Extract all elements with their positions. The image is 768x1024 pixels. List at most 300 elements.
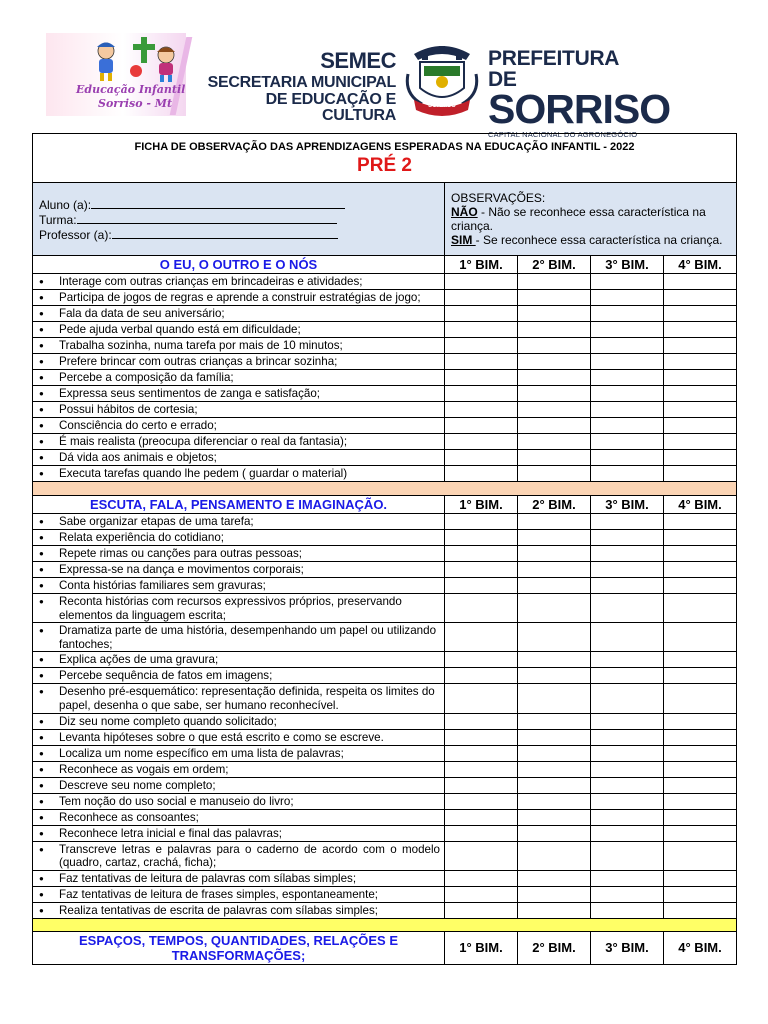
- bim-check-cell-1[interactable]: [445, 825, 518, 841]
- table-row: [33, 354, 737, 370]
- bim-check-cell-2[interactable]: [518, 306, 591, 322]
- bim-check-cell-3[interactable]: [591, 745, 664, 761]
- bim-check-cell-4[interactable]: [664, 761, 737, 777]
- logo-text-line1: Educação Infantil: [76, 83, 186, 96]
- table-row: [33, 338, 737, 354]
- bullet-icon: ●: [39, 597, 44, 606]
- bim-check-cell-4[interactable]: [664, 886, 737, 902]
- learning-item: [33, 594, 445, 623]
- bim-check-cell-1[interactable]: [445, 306, 518, 322]
- bim-check-cell-3[interactable]: [591, 870, 664, 886]
- learning-item-text: Pede ajuda verbal quando está em dificuldade;: [59, 323, 301, 336]
- table-row: [33, 402, 737, 418]
- semec-title: [196, 50, 396, 124]
- learning-item-text: Relata experiência do cotidiano;: [59, 531, 224, 544]
- bim-check-cell-1[interactable]: [445, 793, 518, 809]
- learning-item-text: Explica ações de uma gravura;: [59, 653, 219, 667]
- bim-check-cell-4[interactable]: [664, 450, 737, 466]
- bim-check-cell-1[interactable]: [445, 745, 518, 761]
- bim-header-2: 2° BIM.: [518, 931, 591, 964]
- bim-check-cell-3[interactable]: [591, 809, 664, 825]
- bim-check-cell-3[interactable]: [591, 402, 664, 418]
- bim-check-cell-1[interactable]: [445, 870, 518, 886]
- bim-header-4: 4° BIM.: [664, 931, 737, 964]
- bim-check-cell-1[interactable]: [445, 290, 518, 306]
- bim-check-cell-4[interactable]: [664, 729, 737, 745]
- table-row: [33, 290, 737, 306]
- bim-check-cell-4[interactable]: [664, 306, 737, 322]
- bim-check-cell-1[interactable]: [445, 623, 518, 652]
- bim-check-cell-2[interactable]: [518, 777, 591, 793]
- table-row: [33, 386, 737, 402]
- learning-item: [33, 546, 445, 562]
- bim-check-cell-1[interactable]: [445, 450, 518, 466]
- bim-check-cell-2[interactable]: [518, 450, 591, 466]
- learning-item-text: Dá vida aos animais e objetos;: [59, 451, 217, 464]
- bim-header-3: 3° BIM.: [591, 931, 664, 964]
- bim-check-cell-1[interactable]: [445, 578, 518, 594]
- bim-check-cell-2[interactable]: [518, 466, 591, 482]
- bim-check-cell-2[interactable]: [518, 729, 591, 745]
- obs-nao-text: - Não se reconhece essa característica na criança.: [451, 205, 706, 233]
- bim-check-cell-2[interactable]: [518, 322, 591, 338]
- bullet-icon: ●: [39, 293, 44, 302]
- learning-item: [33, 530, 445, 546]
- bim-check-cell-4[interactable]: [664, 841, 737, 870]
- bim-check-cell-2[interactable]: [518, 434, 591, 450]
- bullet-icon: ●: [39, 437, 44, 446]
- bullet-icon: ●: [39, 873, 44, 883]
- bim-check-cell-1[interactable]: [445, 684, 518, 713]
- learning-item-text: Transcreve letras e palavras para o caderno de acordo com o modelo (quadro, cartaz, crachá, ficha);: [59, 842, 440, 870]
- learning-item-text: Reconta histórias com recursos expressivos próprios, preservando elementos da linguagem escrita;: [59, 595, 402, 622]
- bim-check-cell-2[interactable]: [518, 684, 591, 713]
- learning-item-text: Possui hábitos de cortesia;: [59, 403, 198, 416]
- bim-check-cell-2[interactable]: [518, 809, 591, 825]
- learning-item: [33, 402, 445, 418]
- table-row: [33, 793, 737, 809]
- bim-check-cell-4[interactable]: [664, 777, 737, 793]
- bim-check-cell-4[interactable]: [664, 274, 737, 290]
- section-title: ESPAÇOS, TEMPOS, QUANTIDADES, RELAÇÕES E TRANSFORMAÇÕES;: [33, 931, 445, 964]
- table-row: [33, 514, 737, 530]
- bim-check-cell-1[interactable]: [445, 902, 518, 918]
- prefeitura-title: [488, 47, 671, 139]
- turma-field[interactable]: [39, 212, 438, 227]
- learning-item: [33, 306, 445, 322]
- table-row: [33, 886, 737, 902]
- bim-check-cell-4[interactable]: [664, 684, 737, 713]
- learning-item: [33, 370, 445, 386]
- bim-check-cell-2[interactable]: [518, 578, 591, 594]
- bim-header-2: 2° BIM.: [518, 256, 591, 274]
- bim-check-cell-2[interactable]: [518, 370, 591, 386]
- bim-check-cell-1[interactable]: [445, 761, 518, 777]
- bim-check-cell-1[interactable]: [445, 386, 518, 402]
- bim-check-cell-3[interactable]: [591, 623, 664, 652]
- learning-item: [33, 386, 445, 402]
- learning-item: [33, 652, 445, 668]
- turma-line[interactable]: [77, 212, 337, 224]
- obs-nao-key: NÃO: [451, 205, 478, 219]
- bim-check-cell-4[interactable]: [664, 322, 737, 338]
- bim-check-cell-2[interactable]: [518, 290, 591, 306]
- bim-check-cell-2[interactable]: [518, 386, 591, 402]
- section-separator: [33, 482, 737, 496]
- learning-item: [33, 514, 445, 530]
- bim-check-cell-3[interactable]: [591, 274, 664, 290]
- bullet-icon: ●: [39, 357, 44, 366]
- bim-check-cell-3[interactable]: [591, 713, 664, 729]
- bullet-icon: ●: [39, 533, 44, 542]
- bim-check-cell-1[interactable]: [445, 886, 518, 902]
- bim-check-cell-3[interactable]: [591, 514, 664, 530]
- bim-check-cell-4[interactable]: [664, 354, 737, 370]
- bullet-icon: ●: [39, 905, 44, 915]
- prefeitura-line1: PREFEITURA DE: [488, 47, 619, 91]
- bim-check-cell-2[interactable]: [518, 902, 591, 918]
- obs-sim: [451, 233, 730, 247]
- table-row: [33, 745, 737, 761]
- learning-item-text: Consciência do certo e errado;: [59, 419, 217, 432]
- bullet-icon: ●: [39, 716, 44, 726]
- bim-check-cell-1[interactable]: [445, 402, 518, 418]
- bim-check-cell-4[interactable]: [664, 793, 737, 809]
- learning-item-text: Interage com outras crianças em brincadeiras e atividades;: [59, 275, 363, 288]
- bim-check-cell-3[interactable]: [591, 777, 664, 793]
- table-row: [33, 562, 737, 578]
- bim-check-cell-2[interactable]: [518, 825, 591, 841]
- section-header-row: [33, 256, 737, 274]
- learning-item: [33, 777, 445, 793]
- bullet-icon: ●: [39, 828, 44, 838]
- bim-check-cell-4[interactable]: [664, 530, 737, 546]
- learning-item-text: Reconhece as consoantes;: [59, 810, 199, 824]
- bullet-icon: ●: [39, 565, 44, 574]
- learning-item: [33, 434, 445, 450]
- aluno-line[interactable]: [91, 197, 345, 209]
- table-row: [33, 434, 737, 450]
- bim-check-cell-4[interactable]: [664, 466, 737, 482]
- bim-check-cell-2[interactable]: [518, 338, 591, 354]
- bullet-icon: ●: [39, 764, 44, 774]
- bim-check-cell-1[interactable]: [445, 777, 518, 793]
- bim-check-cell-3[interactable]: [591, 578, 664, 594]
- bim-check-cell-2[interactable]: [518, 530, 591, 546]
- bullet-icon: ●: [39, 373, 44, 382]
- bim-check-cell-4[interactable]: [664, 668, 737, 684]
- bim-check-cell-1[interactable]: [445, 354, 518, 370]
- bim-check-cell-3[interactable]: [591, 761, 664, 777]
- bim-check-cell-3[interactable]: [591, 546, 664, 562]
- bim-check-cell-4[interactable]: [664, 652, 737, 668]
- bullet-icon: ●: [39, 732, 44, 742]
- bullet-icon: ●: [39, 626, 44, 636]
- bim-check-cell-2[interactable]: [518, 274, 591, 290]
- table-row: [33, 530, 737, 546]
- bim-check-cell-1[interactable]: [445, 841, 518, 870]
- student-info-cell: [33, 183, 445, 256]
- bim-check-cell-4[interactable]: [664, 434, 737, 450]
- bim-check-cell-1[interactable]: [445, 713, 518, 729]
- bim-check-cell-2[interactable]: [518, 652, 591, 668]
- learning-item: [33, 578, 445, 594]
- bim-check-cell-4[interactable]: [664, 578, 737, 594]
- bim-check-cell-4[interactable]: [664, 546, 737, 562]
- bullet-icon: ●: [39, 341, 44, 350]
- professor-line[interactable]: [112, 227, 338, 239]
- bim-check-cell-2[interactable]: [518, 870, 591, 886]
- turma-label: Turma:: [39, 212, 77, 227]
- bim-check-cell-1[interactable]: [445, 530, 518, 546]
- learning-item: [33, 809, 445, 825]
- learning-item: [33, 684, 445, 713]
- table-row: [33, 761, 737, 777]
- learning-item-text: Expressa-se na dança e movimentos corporais;: [59, 563, 304, 576]
- learning-item: [33, 668, 445, 684]
- learning-item-text: Diz seu nome completo quando solicitado;: [59, 714, 277, 728]
- bim-check-cell-3[interactable]: [591, 825, 664, 841]
- bullet-icon: ●: [39, 581, 44, 590]
- table-row: [33, 274, 737, 290]
- learning-item: [33, 338, 445, 354]
- bullet-icon: ●: [39, 687, 44, 697]
- bim-check-cell-3[interactable]: [591, 902, 664, 918]
- learning-item: [33, 886, 445, 902]
- bullet-icon: ●: [39, 780, 44, 790]
- bim-check-cell-3[interactable]: [591, 322, 664, 338]
- bim-check-cell-4[interactable]: [664, 402, 737, 418]
- bim-check-cell-2[interactable]: [518, 354, 591, 370]
- bullet-icon: ●: [39, 405, 44, 414]
- learning-item: [33, 418, 445, 434]
- learning-item-text: Executa tarefas quando lhe pedem ( guardar o material): [59, 467, 348, 480]
- learning-item: [33, 466, 445, 482]
- bim-check-cell-1[interactable]: [445, 370, 518, 386]
- semec-acronym: SEMEC: [320, 48, 396, 73]
- learning-item-text: Expressa seus sentimentos de zanga e satisfação;: [59, 387, 321, 400]
- learning-item-text: Participa de jogos de regras e aprende a construir estratégias de jogo;: [59, 291, 421, 304]
- learning-item: [33, 623, 445, 652]
- bim-check-cell-4[interactable]: [664, 825, 737, 841]
- table-row: [33, 809, 737, 825]
- section-separator: [33, 918, 737, 931]
- bim-check-cell-3[interactable]: [591, 594, 664, 623]
- bim-check-cell-4[interactable]: [664, 870, 737, 886]
- bim-check-cell-3[interactable]: [591, 306, 664, 322]
- bim-check-cell-3[interactable]: [591, 418, 664, 434]
- prefeitura-slogan: CAPITAL NACIONAL DO AGRONEGÓCIO: [488, 130, 638, 139]
- bim-check-cell-1[interactable]: [445, 274, 518, 290]
- learning-item-text: Dramatiza parte de uma história, desempenhando um papel ou utilizando fantoches;: [59, 624, 437, 651]
- bim-check-cell-3[interactable]: [591, 354, 664, 370]
- table-row: [33, 729, 737, 745]
- table-row: [33, 825, 737, 841]
- bim-check-cell-4[interactable]: [664, 902, 737, 918]
- learning-item: [33, 713, 445, 729]
- bim-check-cell-4[interactable]: [664, 623, 737, 652]
- bim-check-cell-4[interactable]: [664, 338, 737, 354]
- bim-check-cell-2[interactable]: [518, 418, 591, 434]
- bim-check-cell-4[interactable]: [664, 418, 737, 434]
- learning-item-text: É mais realista (preocupa diferenciar o real da fantasia);: [59, 435, 348, 448]
- bim-check-cell-1[interactable]: [445, 729, 518, 745]
- crest-label: SORRISO: [428, 103, 456, 109]
- logo-text-line2: Sorriso - Mt: [98, 97, 173, 110]
- bullet-icon: ●: [39, 812, 44, 822]
- table-row: [33, 466, 737, 482]
- aluno-label: Aluno (a):: [39, 197, 92, 212]
- bim-check-cell-3[interactable]: [591, 466, 664, 482]
- learning-item: [33, 562, 445, 578]
- bim-check-cell-1[interactable]: [445, 668, 518, 684]
- separator-cell: [33, 482, 737, 496]
- professor-field[interactable]: [39, 227, 438, 242]
- bim-check-cell-1[interactable]: [445, 338, 518, 354]
- obs-sim-text: - Se reconhece essa característica na criança.: [475, 233, 723, 247]
- bim-check-cell-3[interactable]: [591, 450, 664, 466]
- learning-item: [33, 290, 445, 306]
- bim-header-1: 1° BIM.: [445, 931, 518, 964]
- table-row: [33, 777, 737, 793]
- bim-header-3: 3° BIM.: [591, 496, 664, 514]
- bim-check-cell-1[interactable]: [445, 562, 518, 578]
- table-row: [33, 623, 737, 652]
- bim-check-cell-4[interactable]: [664, 514, 737, 530]
- separator-cell: [33, 918, 737, 931]
- learning-item: [33, 793, 445, 809]
- learning-item: [33, 745, 445, 761]
- bim-check-cell-3[interactable]: [591, 652, 664, 668]
- aluno-field[interactable]: [39, 197, 438, 212]
- learning-item: [33, 761, 445, 777]
- learning-item-text: Reconhece letra inicial e final das palavras;: [59, 826, 282, 840]
- bim-header-1: 1° BIM.: [445, 256, 518, 274]
- bim-check-cell-4[interactable]: [664, 594, 737, 623]
- bim-check-cell-1[interactable]: [445, 546, 518, 562]
- bullet-icon: ●: [39, 453, 44, 462]
- learning-item-text: Fala da data de seu aniversário;: [59, 307, 225, 320]
- learning-item-text: Reconhece as vogais em ordem;: [59, 762, 229, 776]
- bullet-icon: ●: [39, 277, 44, 286]
- learning-item: [33, 450, 445, 466]
- bim-check-cell-4[interactable]: [664, 290, 737, 306]
- bim-check-cell-2[interactable]: [518, 546, 591, 562]
- bim-check-cell-3[interactable]: [591, 684, 664, 713]
- learning-item-text: Percebe sequência de fatos em imagens;: [59, 669, 273, 683]
- observation-form: [32, 130, 736, 965]
- bullet-icon: ●: [39, 309, 44, 318]
- bim-check-cell-1[interactable]: [445, 652, 518, 668]
- bim-check-cell-2[interactable]: [518, 793, 591, 809]
- table-row: [33, 713, 737, 729]
- bim-check-cell-1[interactable]: [445, 809, 518, 825]
- bim-check-cell-2[interactable]: [518, 841, 591, 870]
- learning-item-text: Sabe organizar etapas de uma tarefa;: [59, 515, 254, 528]
- bim-check-cell-2[interactable]: [518, 562, 591, 578]
- obs-nao: [451, 205, 730, 233]
- bim-check-cell-3[interactable]: [591, 290, 664, 306]
- bim-check-cell-4[interactable]: [664, 809, 737, 825]
- prefeitura-line2: SORRISO: [488, 86, 671, 132]
- semec-line3: DE EDUCAÇÃO E CULTURA: [265, 91, 396, 124]
- bim-check-cell-3[interactable]: [591, 562, 664, 578]
- bim-header-4: 4° BIM.: [664, 256, 737, 274]
- table-row: [33, 578, 737, 594]
- learning-item-text: Conta histórias familiares sem gravuras;: [59, 579, 266, 592]
- obs-title: OBSERVAÇÕES:: [451, 191, 546, 205]
- form-subtitle: PRÉ 2: [357, 154, 412, 176]
- bim-check-cell-3[interactable]: [591, 530, 664, 546]
- learning-item: [33, 322, 445, 338]
- bim-header-1: 1° BIM.: [445, 496, 518, 514]
- bim-check-cell-3[interactable]: [591, 668, 664, 684]
- bim-header-4: 4° BIM.: [664, 496, 737, 514]
- bim-check-cell-1[interactable]: [445, 418, 518, 434]
- bim-check-cell-3[interactable]: [591, 338, 664, 354]
- bim-check-cell-3[interactable]: [591, 841, 664, 870]
- learning-item-text: Percebe a composição da família;: [59, 371, 234, 384]
- bullet-icon: ●: [39, 421, 44, 430]
- bim-check-cell-3[interactable]: [591, 886, 664, 902]
- table-row: [33, 652, 737, 668]
- table-row: [33, 450, 737, 466]
- bim-check-cell-2[interactable]: [518, 713, 591, 729]
- bim-check-cell-1[interactable]: [445, 594, 518, 623]
- bim-check-cell-3[interactable]: [591, 793, 664, 809]
- bim-check-cell-4[interactable]: [664, 713, 737, 729]
- bullet-icon: ●: [39, 325, 44, 334]
- table-row: [33, 370, 737, 386]
- bim-check-cell-4[interactable]: [664, 370, 737, 386]
- bim-check-cell-1[interactable]: [445, 466, 518, 482]
- bim-check-cell-2[interactable]: [518, 668, 591, 684]
- learning-item-text: Realiza tentativas de escrita de palavras com sílabas simples;: [59, 903, 378, 917]
- obs-sim-key: SIM: [451, 233, 476, 247]
- bim-check-cell-2[interactable]: [518, 761, 591, 777]
- page-header: [0, 0, 768, 139]
- bim-check-cell-3[interactable]: [591, 370, 664, 386]
- learning-item-text: Repete rimas ou canções para outras pessoas;: [59, 547, 302, 560]
- learning-item-text: Trabalha sozinha, numa tarefa por mais de 10 minutos;: [59, 339, 343, 352]
- bim-check-cell-1[interactable]: [445, 322, 518, 338]
- bullet-icon: ●: [39, 655, 44, 665]
- bim-check-cell-2[interactable]: [518, 886, 591, 902]
- bim-check-cell-3[interactable]: [591, 434, 664, 450]
- bim-check-cell-3[interactable]: [591, 386, 664, 402]
- bim-check-cell-4[interactable]: [664, 386, 737, 402]
- bim-check-cell-2[interactable]: [518, 514, 591, 530]
- bim-check-cell-2[interactable]: [518, 745, 591, 761]
- bim-check-cell-4[interactable]: [664, 745, 737, 761]
- bim-check-cell-2[interactable]: [518, 594, 591, 623]
- learning-item-text: Localiza um nome específico em uma lista de palavras;: [59, 746, 344, 760]
- bullet-icon: ●: [39, 748, 44, 758]
- bim-header-2: 2° BIM.: [518, 496, 591, 514]
- bim-check-cell-1[interactable]: [445, 434, 518, 450]
- bim-check-cell-2[interactable]: [518, 402, 591, 418]
- table-row: [33, 322, 737, 338]
- bim-check-cell-1[interactable]: [445, 514, 518, 530]
- bim-check-cell-3[interactable]: [591, 729, 664, 745]
- table-row: [33, 668, 737, 684]
- table-row: [33, 306, 737, 322]
- bim-check-cell-2[interactable]: [518, 623, 591, 652]
- bim-check-cell-4[interactable]: [664, 562, 737, 578]
- bullet-icon: ●: [39, 796, 44, 806]
- kids-illustration-icon: [86, 35, 186, 85]
- table-row: [33, 841, 737, 870]
